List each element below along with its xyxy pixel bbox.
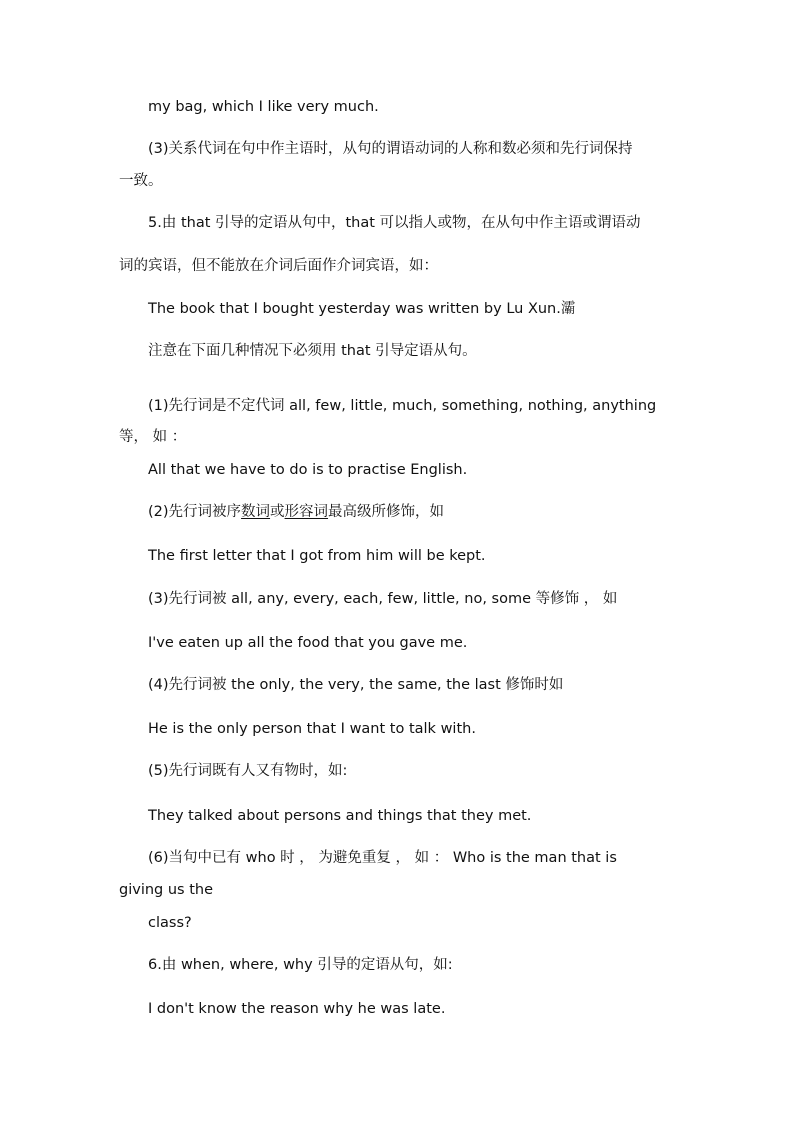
text-line: (3)先行词被 all, any, every, each, few, little, no, some 等修饰 ， 如 <box>148 591 618 607</box>
text-segment: 最高级所修饰，如 <box>328 504 445 520</box>
text-line: 6.由 when, where, why 引导的定语从句，如: <box>148 957 453 973</box>
text-line <box>148 502 444 522</box>
text-line: All that we have to do is to practise English. <box>148 462 468 478</box>
text-line: 词的宾语，但不能放在介词后面作介词宾语，如： <box>119 258 438 274</box>
text-line: 一致。 <box>119 173 163 189</box>
underlined-link[interactable]: 数词 <box>241 504 271 520</box>
text-line: He is the only person that I want to talk with. <box>148 721 476 737</box>
text-line: The first letter that I got from him will be kept. <box>148 548 486 564</box>
text-segment: 或 <box>270 504 285 520</box>
text-line: They talked about persons and things that they met. <box>148 808 532 824</box>
text-line: (1)先行词是不定代词 all, few, little, much, something, nothing, anything <box>148 398 657 414</box>
text-segment: (2)先行词被序 <box>148 504 242 520</box>
text-line: 5.由 that 引导的定语从句中，that 可以指人或物，在从句中作主语或谓语动 <box>148 215 641 231</box>
text-line: (5)先行词既有人又有物时，如: <box>148 763 348 779</box>
text-line: The book that I bought yesterday was written by Lu Xun.灞 <box>148 301 576 317</box>
text-line: (3)关系代词在句中作主语时，从句的谓语动词的人称和数必须和先行词保持 <box>148 141 633 157</box>
text-line: class? <box>148 915 192 931</box>
text-line: I've eaten up all the food that you gave me. <box>148 635 468 651</box>
text-line: 等， 如 ： <box>119 429 187 445</box>
text-line: I don't know the reason why he was late. <box>148 1001 446 1017</box>
underlined-link[interactable]: 形容词 <box>284 504 329 520</box>
text-line: (4)先行词被 the only, the very, the same, the last 修饰时如 <box>148 677 564 693</box>
text-line: giving us the <box>119 882 213 898</box>
text-line: my bag, which I like very much. <box>148 99 379 115</box>
text-line: 注意在下面几种情况下必须用 that 引导定语从句。 <box>148 343 477 359</box>
text-line: (6)当句中已有 who 时 ， 为避免重复 ， 如 ： Who is the man that is <box>148 850 617 866</box>
